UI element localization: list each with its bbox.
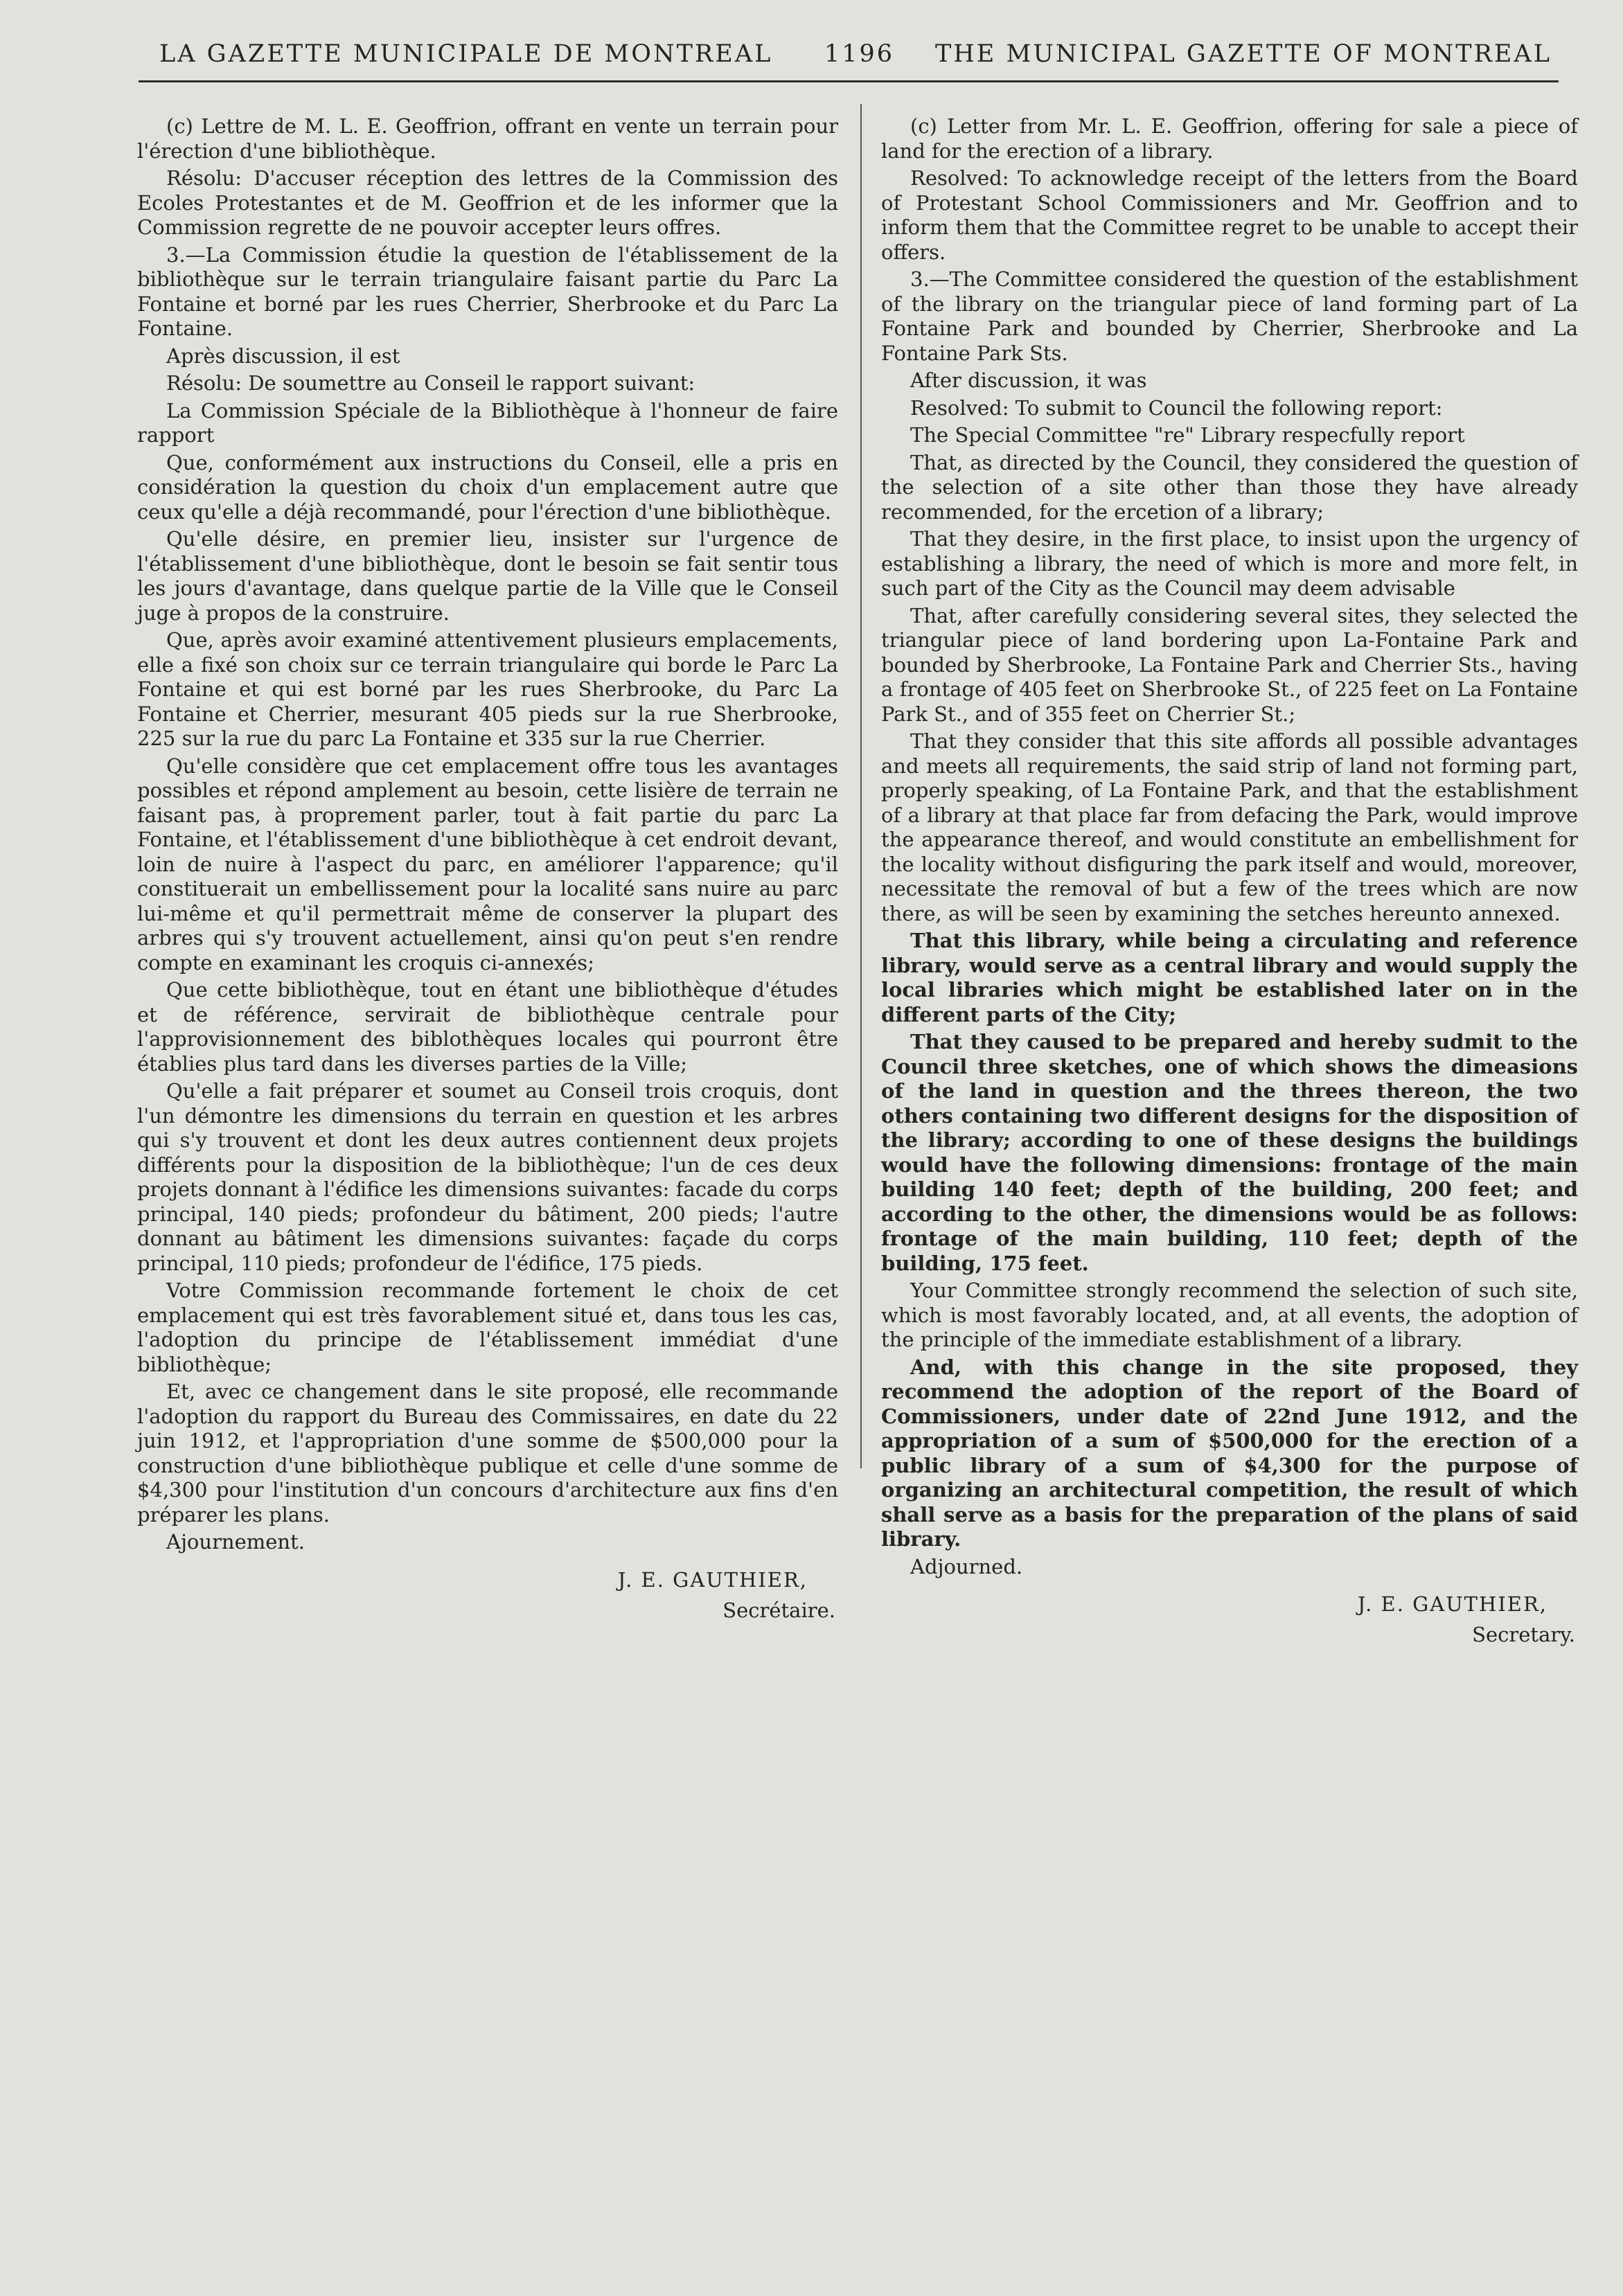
english-column (881, 114, 1578, 1650)
english-paragraph: That this library, while being a circulating and reference library, would serve as a central library and would supply the local libraries which might be established later on in the different parts of the City; (881, 929, 1578, 1026)
english-paragraph: After discussion, it was (910, 368, 1147, 392)
french-signature-title: Secrétaire. (722, 1598, 835, 1622)
column-divider (860, 104, 862, 1468)
header-french-title: LA GAZETTE MUNICIPALE DE MONTREAL (159, 40, 773, 68)
english-paragraph: That, as directed by the Council, they considered the question of the selection of a site other than those they have already recommended, for the ercetion of a library; (881, 450, 1578, 524)
french-column (137, 114, 838, 1626)
english-paragraph: That, after carefully considering several sites, they selected the triangular piece of land bordering upon La-Fontaine Park and bounded by Sherbrooke, La Fontaine Park and Cherrier Sts., having a frontage of 405 feet on Sherbrooke St., of 225 feet on La Fontaine Park St., and of 355 feet on Cherrier St.; (881, 603, 1578, 726)
english-paragraph: 3.—The Committee considered the question of the establishment of the library on the triangular piece of land forming part of La Fontaine Park and bounded by Cherrier, Sherbrooke and La Fontaine Park Sts. (881, 267, 1578, 365)
french-paragraph: Résolu: D'accuser réception des lettres de la Commission des Ecoles Protestantes et de M. Geoffrion et de les informer que la Commission regrette de ne pouvoir accepter leurs offres. (137, 166, 838, 239)
french-signature-name: J. E. GAUTHIER, (617, 1567, 808, 1592)
english-paragraph: That they caused to be prepared and hereby sudmit to the Council three sketches, one of which shows the dimeasions of the land in question and the threes thereon, the two others containing two different designs for the disposition of the library; according to one of these designs the buildings would have the following dimensions: frontage of the main building 140 feet; depth of the building, 200 feet; and according to the other, the dimensions would be as follows: frontage of the main building, 110 feet; depth of the building, 175 feet. (881, 1030, 1578, 1275)
english-paragraph: That they desire, in the first place, to insist upon the urgency of establishing a library, the need of which is more and more felt, in such part of the City as the Council may deem advisable (881, 527, 1578, 600)
french-paragraph: Qu'elle désire, en premier lieu, insister sur l'urgence de l'établissement d'une bibliothèque, dont le besoin se fait sentir tous les jours d'avantage, dans quelque partie de la Ville que le Conseil juge à propos de la construire. (137, 527, 838, 625)
french-paragraph: Qu'elle considère que cet emplacement offre tous les avantages possibles et répond amplement au besoin, cette lisière de terrain ne faisant pas, à proprement parler, tout à fait partie du parc La Fontaine, et l'établissement d'une bibliothèque à cet endroit devant, loin de nuire à l'aspect du parc, en améliorer l'apparence; qu'il constituerait un embellissement pour la localité sans nuire au parc lui-même et qu'il permettrait même de conserver la plupart des arbres qui s'y trouvent actuellement, ainsi qu'on peut s'en rendre compte en examinant les croquis ci-annexés; (137, 754, 838, 975)
english-paragraph: And, with this change in the site proposed, they recommend the adoption of the report of the Board of Commissioners, under date of 22nd June 1912, and the appropriation of a sum of $500,000 for the erection of a public library of a sum of $4,300 for the purpose of organizing an architectural competition, the result of which shall serve as a basis for the preparation of the plans of said library. (881, 1355, 1578, 1551)
french-signature (137, 1565, 838, 1626)
french-paragraph: Ajournement. (166, 1530, 305, 1554)
french-paragraph: Qu'elle a fait préparer et soumet au Conseil trois croquis, dont l'un démontre les dimensions du terrain en question et les arbres qui s'y trouvent et dont les deux autres contiennent deux projets différents pour la disposition de la bibliothèque; l'un de ces deux projets donnant à l'édifice les dimensions suivantes: facade du corps principal, 140 pieds; profondeur du bâtiment, 200 pieds; l'autre donnant au bâtiment les dimensions suivantes: façade du corps principal, 110 pieds; profondeur de l'édifice, 175 pieds. (137, 1079, 838, 1275)
page-number: 1196 (824, 40, 895, 68)
english-paragraph: Resolved: To submit to Council the following report: (910, 395, 1443, 420)
english-paragraph: (c) Letter from Mr. L. E. Geoffrion, offering for sale a piece of land for the erection of a library. (881, 114, 1578, 163)
french-paragraph: (c) Lettre de M. L. E. Geoffrion, offrant en vente un terrain pour l'érection d'une bibliothèque. (137, 114, 838, 163)
english-signature-name: J. E. GAUTHIER, (1357, 1592, 1547, 1616)
french-paragraph: Résolu: De soumettre au Conseil le rapport suivant: (166, 371, 695, 395)
french-paragraph: Et, avec ce changement dans le site proposé, elle recommande l'adoption du rapport du Bureau des Commissaires, en date du 22 juin 1912, et l'appropriation d'une somme de $500,000 pour la construction d'une bibliothèque publique et celle d'une somme de $4,300 pour l'institution d'un concours d'architecture aux fins d'en préparer les plans. (137, 1380, 838, 1527)
french-paragraph: La Commission Spéciale de la Bibliothèque à l'honneur de faire rapport (137, 398, 838, 447)
french-paragraph: Que, après avoir examiné attentivement plusieurs emplacements, elle a fixé son choix sur ce terrain triangulaire qui borde le Parc La Fontaine et qui est borné par les rues Sherbrooke, du Parc La Fontaine et Cherrier, mesurant 405 pieds sur la rue Sherbrooke, 225 sur la rue du parc La Fontaine et 335 sur la rue Cherrier. (137, 628, 838, 750)
english-paragraph: Adjourned. (910, 1554, 1023, 1578)
english-signature (881, 1589, 1578, 1650)
french-paragraph: 3.—La Commission étudie la question de l'établissement de la bibliothèque sur le terrain triangulaire faisant partie du Parc La Fontaine et borné par les rues Cherrier, Sherbrooke et du Parc La Fontaine. (137, 242, 838, 340)
french-paragraph: Après discussion, il est (166, 344, 400, 368)
french-paragraph: Votre Commission recommande fortement le choix de cet emplacement qui est très favorablement situé et, dans tous les cas, l'adoption du principe de l'établissement immédiat d'une bibliothèque; (137, 1279, 838, 1376)
english-paragraph: The Special Committee "re" Library respecfully report (910, 423, 1465, 447)
english-signature-title: Secretary. (1472, 1623, 1575, 1646)
french-paragraph: Que cette bibliothèque, tout en étant une bibliothèque d'études et de référence, servirait de bibliothèque centrale pour l'approvisionnement des biblothèques locales qui pourront être établies plus tard dans les diverses parties de la Ville; (137, 978, 838, 1076)
english-paragraph: Resolved: To acknowledge receipt of the letters from the Board of Protestant School Commissioners and Mr. Geoffrion and to inform them that the Committee regret to be unable to accept their offers. (881, 166, 1578, 264)
english-paragraph: Your Committee strongly recommend the selection of such site, which is most favorably located, and, at all events, the adoption of the principle of the immediate establishment of a library. (881, 1279, 1578, 1351)
page-header (159, 40, 1552, 75)
english-paragraph: That they consider that this site affords all possible advantages and meets all requirements, the said strip of land not forming part, properly speaking, of La Fontaine Park, and that the establishment of a library at that place far from defacing the Park, would improve the appearance thereof, and would constitute an embellishment for the locality without disfiguring the park itself and would, moreover, necessitate the removal of but a few of the trees which are now there, as will be seen by examining the setches hereunto annexed. (881, 729, 1578, 925)
header-english-title: THE MUNICIPAL GAZETTE OF MONTREAL (934, 40, 1552, 68)
header-rule (139, 80, 1559, 82)
french-paragraph: Que, conformément aux instructions du Conseil, elle a pris en considération la question du choix d'un emplacement autre que ceux qu'elle a déjà recommandé, pour l'érection d'une bibliothèque. (137, 450, 838, 524)
